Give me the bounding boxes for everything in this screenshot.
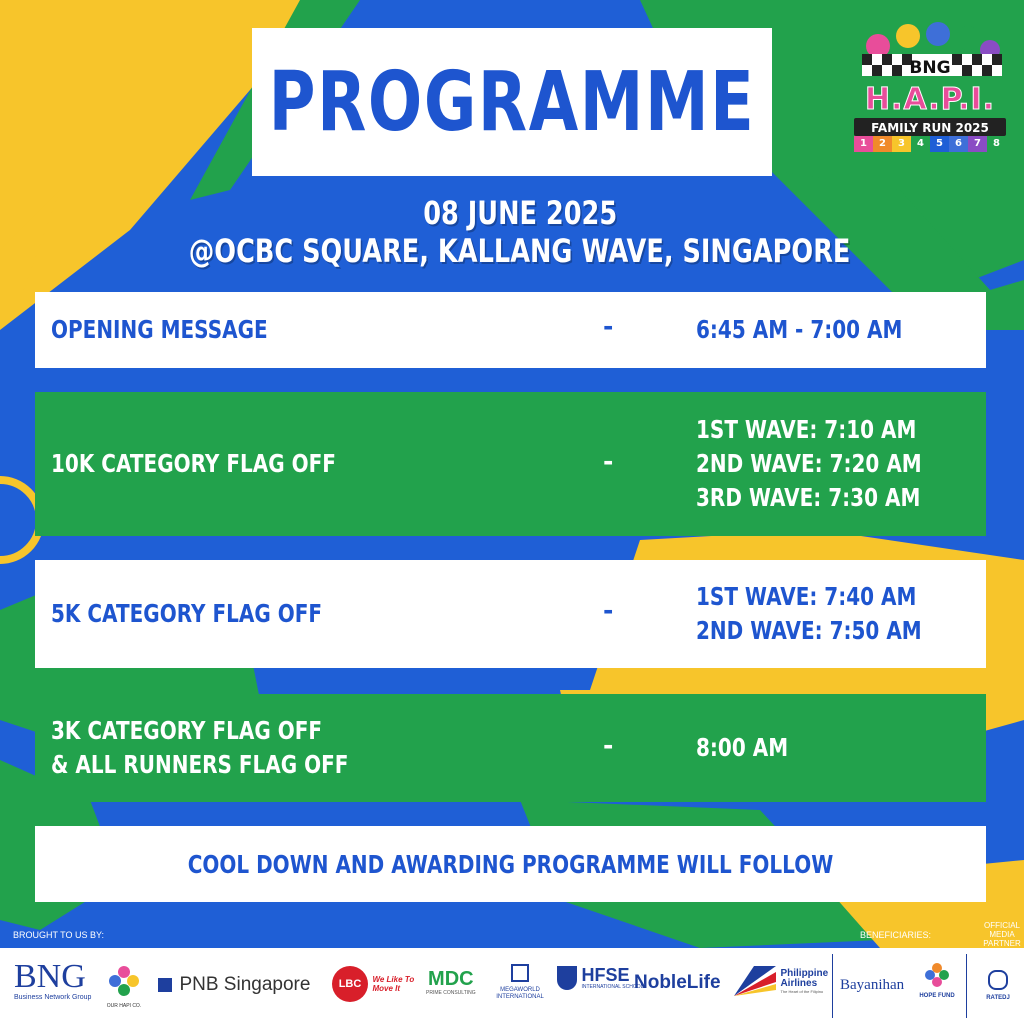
lbc-badge: LBC	[332, 966, 368, 1002]
time-line: 8:00 AM	[696, 733, 789, 762]
event-name-line: 3K CATEGORY FLAG OFF	[51, 716, 323, 745]
event-venue-text: @OCBC SQUARE, KALLANG WAVE, SINGAPORE	[189, 232, 851, 270]
pal-text: Philippine Airlines	[780, 967, 829, 989]
pal-tagline: The Heart of the Filipino	[780, 988, 824, 994]
hapi-run-logo	[850, 14, 1010, 156]
logo-brand: BNG	[909, 58, 951, 78]
sponsor-mdc	[426, 968, 476, 996]
sponsor-megaworld	[492, 964, 548, 1001]
event-name	[51, 714, 423, 782]
schedule-row-5k	[35, 560, 986, 668]
page-title: PROGRAMME	[268, 54, 756, 150]
pal-flag-icon	[734, 966, 776, 996]
time-line: 6:45 AM - 7:00 AM	[696, 315, 903, 344]
hope-fund-icon	[924, 962, 950, 988]
bng-logo-text: BNG	[14, 958, 86, 995]
mdc-text: MDC	[428, 968, 474, 990]
beneficiary-bayanihan	[840, 976, 904, 994]
separator: -	[603, 731, 614, 760]
sponsor-pal	[734, 966, 828, 996]
sponsor-pnb	[158, 974, 310, 996]
time-line: 1ST WAVE: 7:40 AM	[696, 582, 917, 611]
sponsor-lbc	[332, 966, 418, 1002]
sponsor-divider	[832, 954, 833, 1018]
pnb-icon	[158, 978, 172, 992]
ratedj-text: RATEDJ	[986, 995, 1010, 1001]
logo-number: 7	[974, 138, 981, 149]
beneficiary-hope-fund	[914, 962, 960, 999]
megaworld-text: MEGAWORLD INTERNATIONAL	[496, 987, 544, 1000]
schedule-row-10k	[35, 392, 986, 536]
sponsor-bar	[0, 948, 1024, 1024]
logo-numbers	[854, 138, 1006, 149]
media-partner-ratedj	[978, 970, 1018, 1001]
separator: -	[603, 312, 614, 341]
event-times	[696, 731, 811, 765]
hapi-flower-icon	[107, 964, 141, 998]
logo-number: 2	[879, 138, 886, 149]
sponsor-bng	[14, 960, 91, 1001]
logo-number: 1	[860, 138, 867, 149]
ratedj-icon	[988, 970, 1008, 990]
megaworld-icon	[511, 964, 529, 982]
event-name-line: & ALL RUNNERS FLAG OFF	[51, 750, 349, 779]
time-line: 2ND WAVE: 7:50 AM	[696, 616, 922, 645]
schedule-row-opening	[35, 292, 986, 368]
separator: -	[603, 596, 614, 625]
event-date-text: 08 JUNE 2025	[423, 194, 617, 232]
sponsor-divider	[966, 954, 967, 1018]
event-times	[696, 413, 978, 515]
logo-number: 5	[936, 138, 943, 149]
lbc-tagline: We Like To Move It	[372, 975, 415, 993]
time-line: 3RD WAVE: 7:30 AM	[696, 483, 921, 512]
event-name	[51, 597, 390, 631]
event-name	[51, 313, 322, 347]
event-times	[696, 580, 978, 648]
event-name	[51, 447, 407, 481]
pal-text-block	[780, 969, 828, 994]
bayanihan-text: Bayanihan	[840, 977, 905, 993]
closing-note: COOL DOWN AND AWARDING PROGRAMME WILL FOLLOW	[187, 849, 834, 879]
event-name-line: 10K CATEGORY FLAG OFF	[51, 449, 336, 478]
hfse-crest-icon	[557, 966, 577, 990]
sponsor-hfse	[557, 966, 643, 990]
time-line: 2ND WAVE: 7:20 AM	[696, 449, 922, 478]
logo-number: 6	[955, 138, 962, 149]
logo-subtitle: FAMILY RUN 2025	[871, 121, 989, 135]
event-times	[696, 313, 954, 347]
hope-fund-text: HOPE FUND	[919, 993, 955, 999]
logo-number: 8	[993, 138, 1000, 149]
closing-note-row	[35, 826, 986, 902]
hfse-sub: INTERNATIONAL SCHOOL	[581, 984, 644, 990]
logo-number: 4	[917, 138, 924, 149]
hfse-text: HFSE	[581, 965, 630, 985]
event-name-line: OPENING MESSAGE	[51, 315, 268, 344]
our-hapi-text: OUR HAPI CO.	[106, 1003, 142, 1009]
brought-to-us-label: BROUGHT TO US BY:	[13, 930, 105, 940]
sponsor-noblelife	[634, 972, 721, 994]
pnb-text: PNB Singapore	[179, 974, 311, 995]
logo-name: H.A.P.I.	[864, 82, 996, 117]
event-name-line: 5K CATEGORY FLAG OFF	[51, 599, 323, 628]
sponsor-our-hapi	[104, 964, 144, 1009]
event-date	[0, 194, 1024, 232]
noblelife-text: NobleLife	[634, 972, 721, 993]
logo-number: 3	[898, 138, 905, 149]
separator: -	[603, 447, 614, 476]
media-partner-label: OFFICIAL MEDIA PARTNER	[983, 921, 1021, 948]
title-box	[252, 28, 772, 176]
beneficiaries-label: BENEFICIARIES:	[860, 930, 932, 940]
time-line: 1ST WAVE: 7:10 AM	[696, 415, 917, 444]
mdc-sub: PRIME CONSULTING	[426, 990, 476, 996]
bng-logo-sub: Business Network Group	[14, 994, 92, 1001]
event-venue	[0, 232, 1024, 270]
schedule-row-3k	[35, 694, 986, 802]
